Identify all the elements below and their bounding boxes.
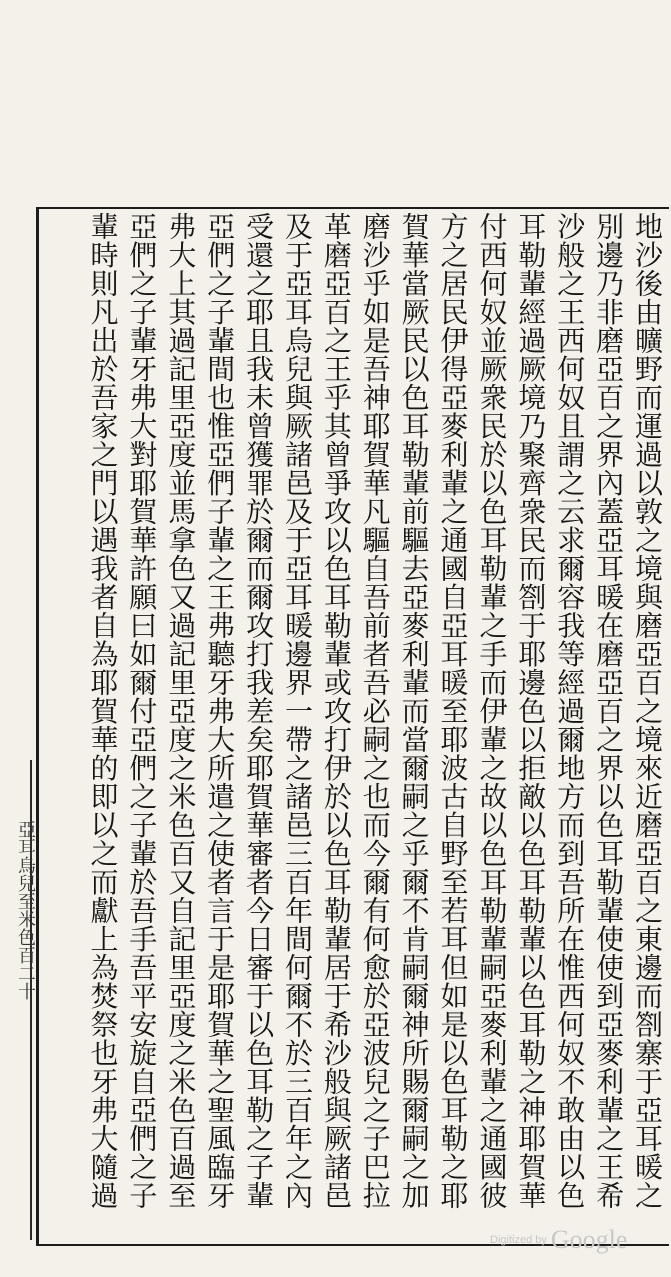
margin-gutter-text: 亞耳烏兒至米色百二十 [15,820,36,1000]
text-column: 沙般之王西何奴且謂之云求爾容我等經過爾地方而到吾所在惟西何奴不敢由以色 [553,212,587,1210]
text-column: 付西何奴並厥衆民於以色耳勒輩之手而伊輩之故以色耳勒輩嗣亞麥利輩之通國彼 [475,212,509,1210]
text-column: 及于亞耳烏兒與厥諸邑及于亞耳暖邊界一帶之諸邑三百年間何爾不於三百年之內 [280,212,314,1210]
text-column: 方之居民伊得亞麥利輩之通國自亞耳暖至耶波古自野至若耳但如是以色耳勒之耶 [436,212,470,1210]
text-column: 革磨亞百之王乎其曾爭攻以色耳勒輩或攻打伊於以色耳勒輩居于希沙般與厥諸邑 [319,212,353,1210]
text-column: 別邊乃非磨亞百之界內蓋亞耳暖在磨亞百之界以色耳勒輩使使到亞麥利輩之王希 [592,212,626,1210]
text-column: 亞們之子輩間也惟亞們子輩之王弗聽牙弗大所遣之使者言于是耶賀華之聖風臨牙 [203,212,237,1210]
text-column: 賀華當厥民以色耳勒輩前驅去亞麥利輩而當爾嗣之乎爾不肯嗣爾神所賜爾嗣之加 [397,212,431,1210]
text-column: 磨沙乎如是吾神耶賀華凡驅自吾前者吾必嗣之也而今爾有何愈於亞波兒之子巴拉 [358,212,392,1210]
watermark-prefix: Digitized by [490,1234,547,1246]
vertical-text-body [44,212,666,1232]
text-column: 耳勒輩經過厥境乃聚齊衆民而劄于耶邊色以拒敵以色耳勒輩以色耳勒之神耶賀華 [514,212,548,1210]
text-column: 亞們之子輩牙弗大對耶賀華許願曰如爾付亞們之子輩於吾手吾平安旋自亞們之子 [125,212,159,1210]
text-column: 弗大上其過記里亞度並馬拿色又過記里亞度之米色百又自記里亞度之米色百過至 [164,212,198,1210]
text-column: 地沙後由曠野而運過以敦之境與磨亞百之境來近磨亞百之東邊而劄寨于亞耳暖之 [631,212,664,1210]
google-logo: Google [550,1225,628,1254]
text-column: 受還之耶且我未曾獲罪於爾而爾攻打我差矣耶賀華審者今日審于以色耳勒之子輩 [242,212,276,1210]
digitized-watermark [490,1225,627,1255]
text-column: 輩時則凡出於吾家之門以遇我者自為耶賀華的即以之而獻上為焚祭也牙弗大隨過 [86,212,120,1210]
